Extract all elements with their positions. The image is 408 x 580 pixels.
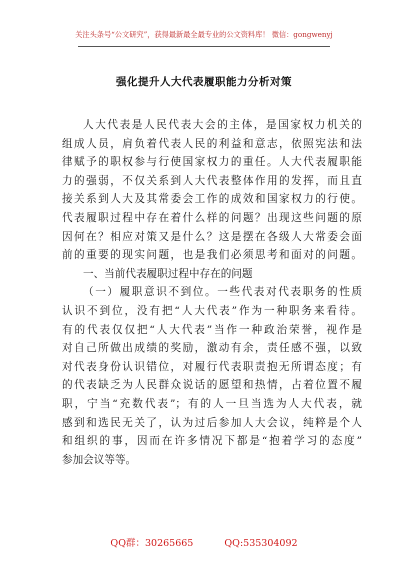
body-line: 对自己所做出成绩的奖励，激动有余，责任感不强，以致 <box>62 342 362 355</box>
body-line: 人大代表是人民代表大会的主体，是国家权力机关的 <box>83 119 362 131</box>
body-line: 接关系到人大及其常委会工作的成效和国家权力的行使。 <box>62 193 362 206</box>
footer-qq-group: QQ群：30265665 <box>110 538 194 549</box>
footer-qq: QQ:535304092 <box>224 538 298 549</box>
document-body <box>62 116 362 469</box>
body-line: 对代表身份认识错位，对履行代表职责抱无所谓态度；有 <box>62 360 362 373</box>
body-line: 一、当前代表履职过程中存在的问题 <box>83 267 253 280</box>
body-line: 前的重要的现实问题，也是我们必须思考和面对的问题。 <box>62 249 362 262</box>
body-line: （一）履职意识不到位。一些代表对代表职务的性质 <box>83 286 362 299</box>
page-header-note: 关注头条号“公文研究”，获得最新最全最专业的公文资料库！ 微信：gongwenyj <box>75 30 333 39</box>
body-line: 力的强弱，不仅关系到人大代表整体作用的发挥，而且直 <box>62 174 362 187</box>
page-footer <box>0 535 408 549</box>
body-line: 参加会议等等。 <box>62 453 137 466</box>
body-line: 职，宁当“充数代表”；有的人一旦当选为人大代表，就 <box>62 397 362 410</box>
body-line: 因何在？相应对策又是什么？这是摆在各级人大常委会面 <box>62 230 362 243</box>
body-line: 律赋予的职权参与行使国家权力的重任。人大代表履职能 <box>62 156 362 169</box>
body-line: 组成人员，肩负着代表人民的利益和意志，依照宪法和法 <box>62 137 362 150</box>
body-line: 认识不到位，没有把“人大代表”作为一种职务来看待。 <box>62 304 362 317</box>
body-line: 感到和选民无关了，认为过后参加人大会议，纯粹是个人 <box>62 416 362 429</box>
body-line: 有的代表仅仅把“人大代表”当作一种政治荣誉，视作是 <box>62 323 362 336</box>
document-title: 强化提升人大代表履职能力分析对策 <box>116 76 292 88</box>
header-divider <box>78 46 330 47</box>
body-line: 的代表缺乏为人民群众说话的愿望和热情，占着位置不履 <box>62 379 362 392</box>
body-line: 代表履职过程中存在着什么样的问题？出现这些问题的原 <box>62 211 362 224</box>
body-line: 和组织的事，因而在许多情况下都是“抱着学习的态度” <box>62 435 362 448</box>
